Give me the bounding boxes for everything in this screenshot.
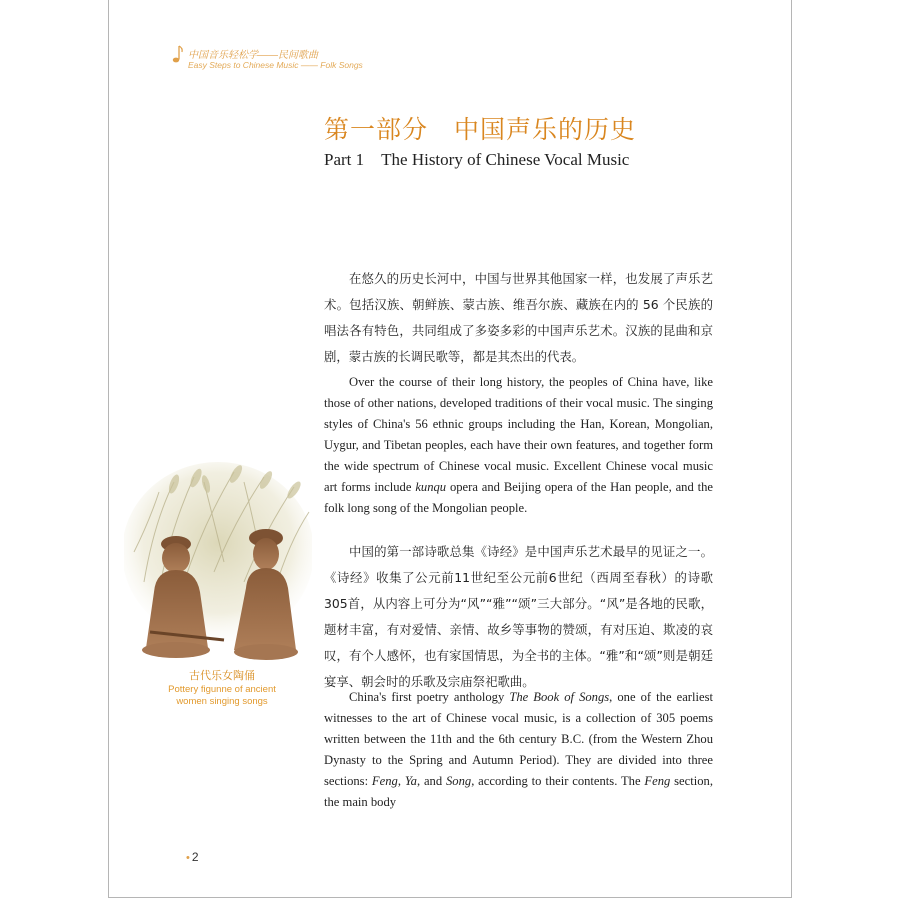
page-number [186, 850, 199, 864]
section-title-en: Part 1 The History of Chinese Vocal Music [324, 150, 630, 169]
header-title-en: Easy Steps to Chinese Music —— Folk Songs [188, 60, 363, 70]
paragraph-en-1 [324, 372, 713, 519]
section-title-zh: 第一部分 中国声乐的历史 [324, 115, 637, 144]
text-run: section, the main body [324, 774, 713, 809]
text-run: Over the course of their long history, the peoples of China have, like those of other nations, developed traditions of their vocal music. The singing styles of China's 56 ethnic groups including the Han, Korean, Mongolian, Uygur, and Tibetan peoples, each have their own features, and together form the wide spectrum of Chinese vocal music. Excellent Chinese vocal music art forms include [324, 375, 713, 494]
figure-caption [124, 668, 320, 708]
text-run: China's first poetry anthology [349, 690, 510, 704]
text-run-italic: Song [446, 774, 472, 788]
caption-en-line-2: women singing songs [176, 696, 268, 707]
bullet-icon: • [186, 852, 190, 864]
text-run-italic: Ya [404, 774, 417, 788]
text-run-italic: Feng [371, 774, 398, 788]
header-title-zh: 中国音乐轻松学——民间歌曲 [188, 50, 318, 61]
text-run-italic: The Book of Songs [509, 690, 610, 704]
paragraph-en-2 [324, 687, 713, 813]
text-run: , according to their contents. The [471, 774, 645, 788]
text-run: opera and Beijing opera of the Han people, and the folk long song of the Mongolian people. [324, 480, 713, 515]
text-run-italic: Feng [644, 774, 671, 788]
text-run: , and [416, 774, 446, 788]
text-run: , one of the earliest witnesses to the art of Chinese vocal music, is a collection of 305 poems written between the 11th and the 6th century B.C. (from the Western Zhou Dynasty to the Spring and Autumn Period). They are divided into three sections: [324, 690, 713, 788]
page-number-value: 2 [191, 850, 199, 864]
pottery-figurine-image [124, 462, 312, 670]
paragraph-zh-2: 中国的第一部诗歌总集《诗经》是中国声乐艺术最早的见证之一。《诗经》收集了公元前11世纪至公元前6世纪（西周至春秋）的诗歌305首，从内容上可分为“风”“雅”“颂”三大部分。“风”是各地的民歌，题材丰富，有对爱情、亲情、故乡等事物的赞颂，有对压迫、欺凌的哀叹，有个人感怀，也有家国情思，为全书的主体。“雅”和“颂”则是朝廷宴享、朝会时的乐歌及宗庙祭祀歌曲。 [324, 544, 713, 689]
text-run-italic: kunqu [415, 480, 447, 494]
music-note-icon [172, 44, 184, 64]
paragraph-zh-1: 在悠久的历史长河中，中国与世界其他国家一样，也发展了声乐艺术。包括汉族、朝鲜族、蒙古族、维吾尔族、藏族在内的 56 个民族的唱法各有特色，共同组成了多姿多彩的中国声乐艺术。汉族的昆曲和京剧，蒙古族的长调民歌等，都是其杰出的代表。 [324, 271, 713, 364]
caption-en-line-1: Pottery figunne of ancient [168, 684, 276, 695]
text-run: , [397, 774, 405, 788]
caption-zh: 古代乐女陶俑 [189, 670, 255, 682]
